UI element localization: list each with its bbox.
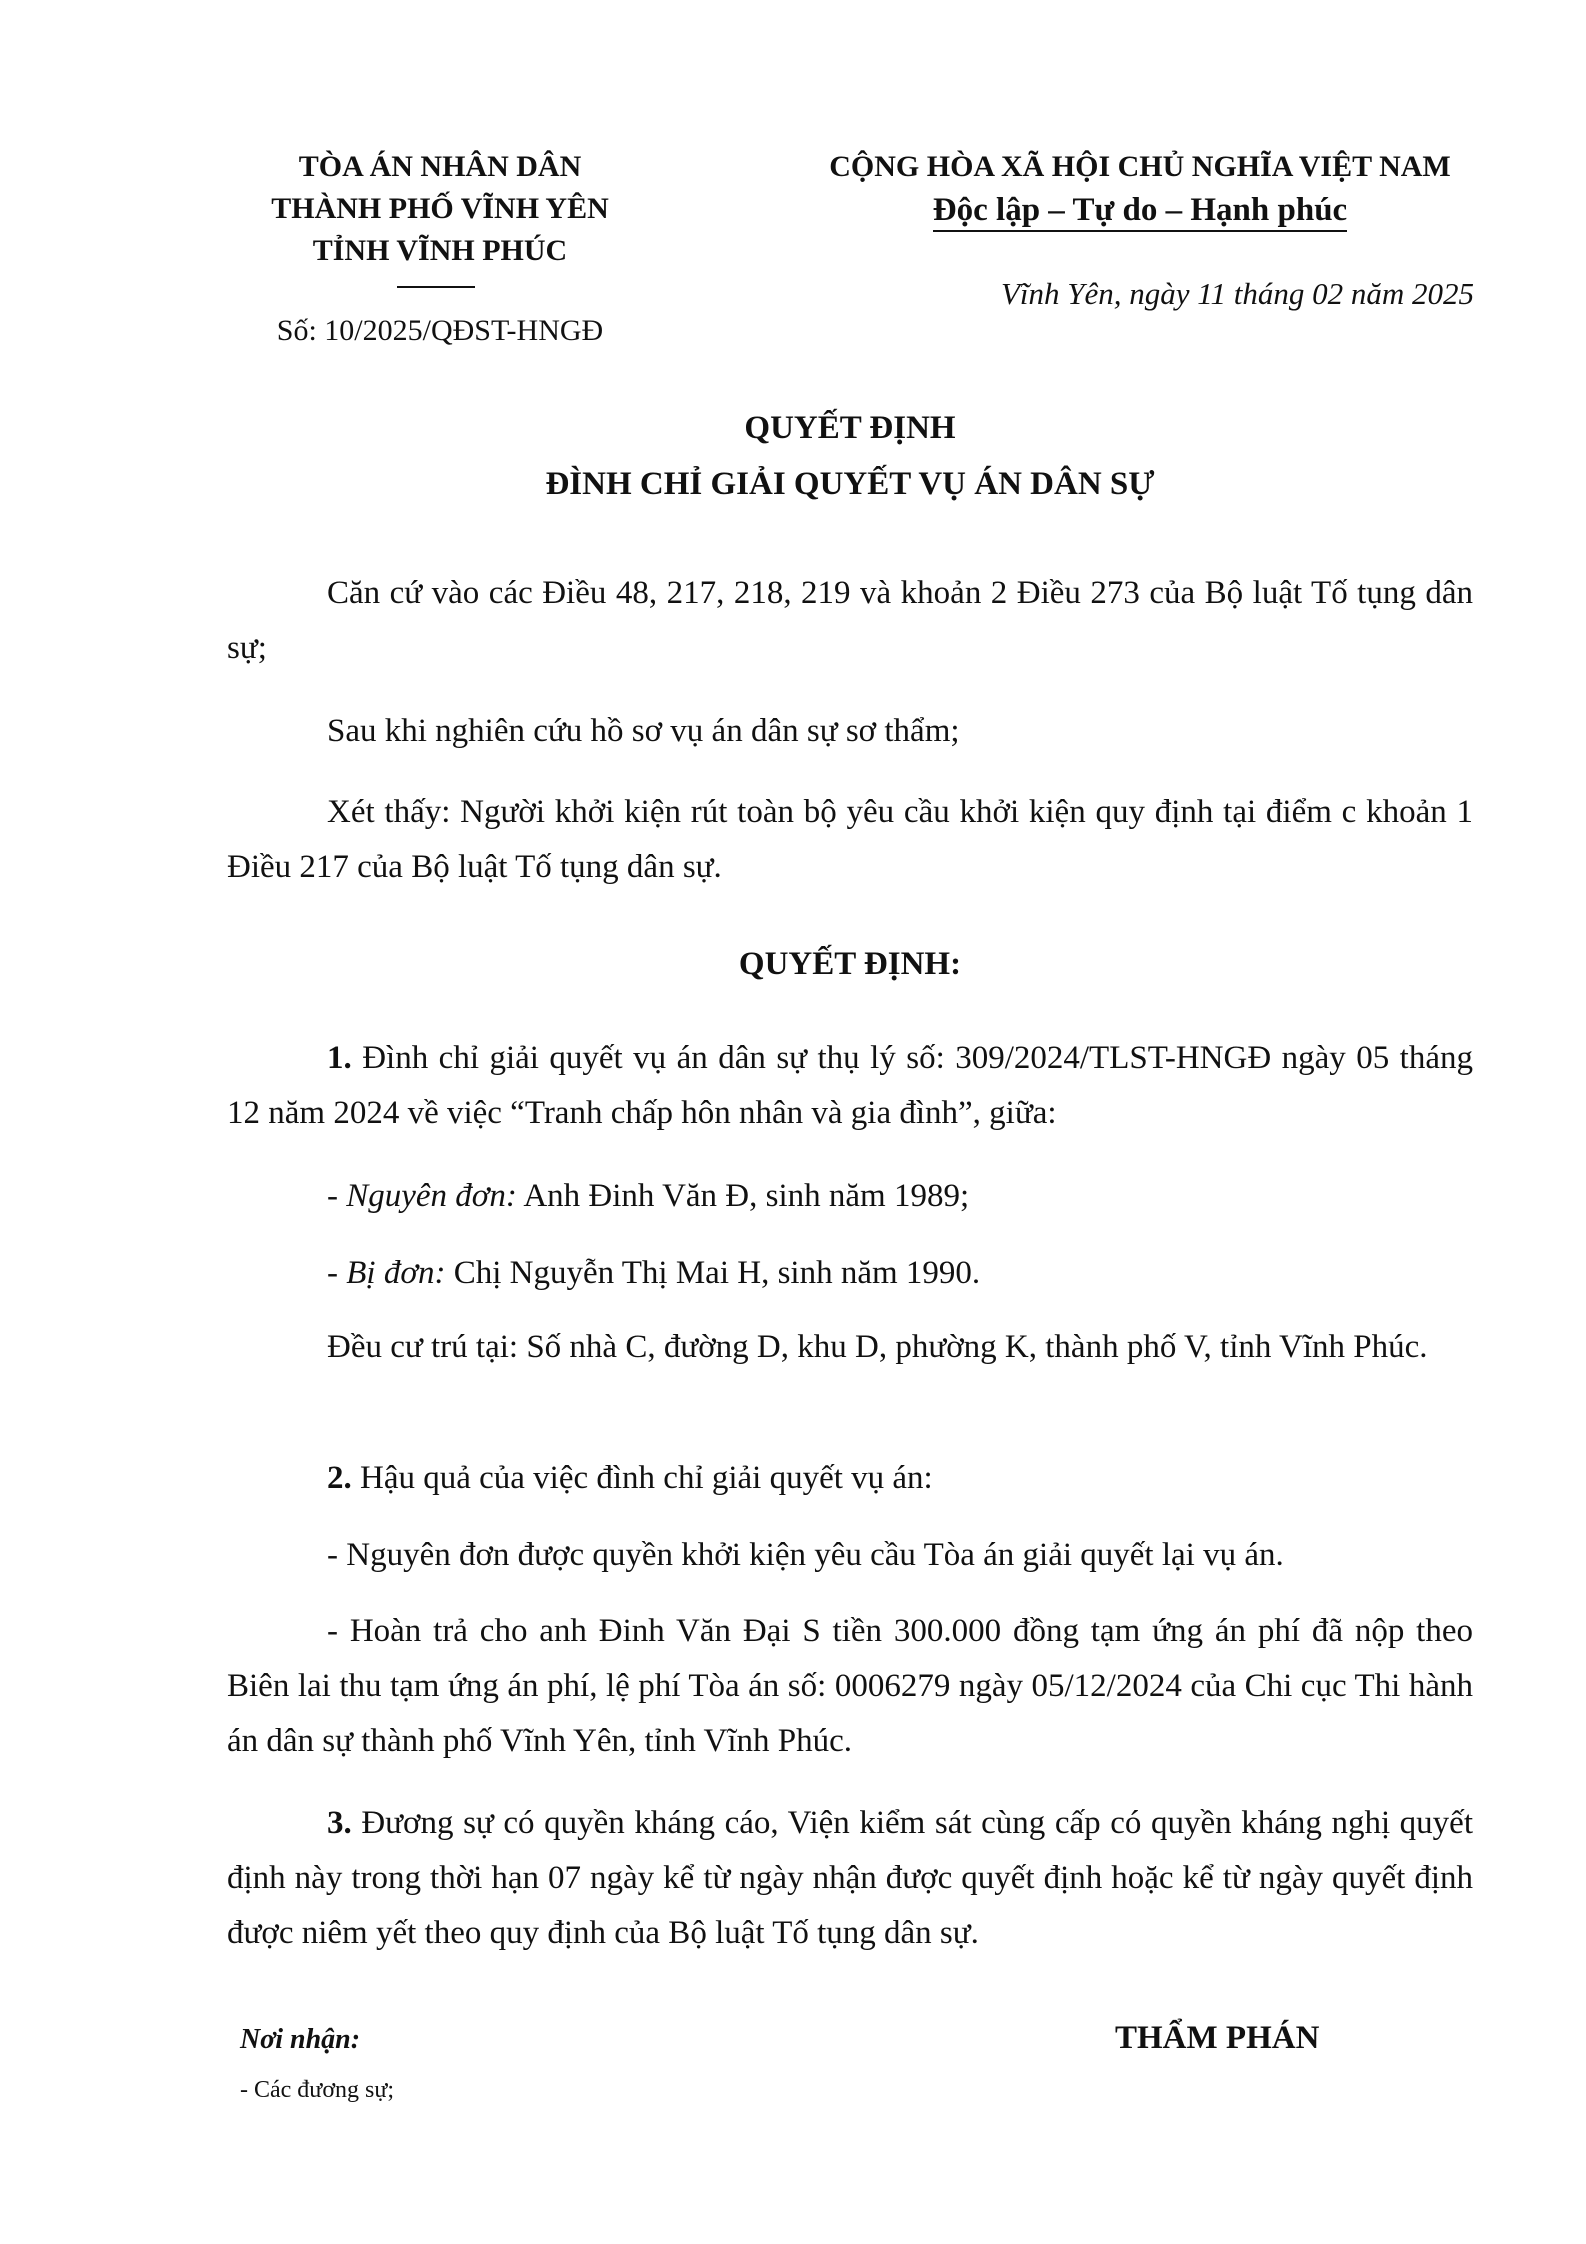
plaintiff-line: - Nguyên đơn: Anh Đinh Văn Đ, sinh năm 1989;: [327, 1178, 970, 1214]
decision-number: Số: 10/2025/QĐST-HNGĐ: [276, 314, 604, 347]
left-header-rule: [397, 286, 475, 288]
national-motto: [790, 192, 1490, 229]
item-1-number: 1.: [327, 1040, 352, 1076]
item-2: [327, 1460, 933, 1497]
document-title: QUYẾT ĐỊNH: [744, 410, 956, 446]
item-2-a: - Nguyên đơn được quyền khởi kiện yêu cầu Tòa án giải quyết lại vụ án.: [327, 1537, 1284, 1573]
defendant-text: Chị Nguyễn Thị Mai H, sinh năm 1990.: [453, 1255, 981, 1291]
item-2-number: 2.: [327, 1460, 352, 1496]
place-date: Vĩnh Yên, ngày 11 tháng 02 năm 2025: [1000, 276, 1474, 311]
court-name-line2: THÀNH PHỐ VĨNH YÊN: [271, 192, 609, 225]
item-3-number: 3.: [327, 1805, 352, 1841]
residence: Đều cư trú tại: Số nhà C, đường D, khu D, phường K, thành phố V, tỉnh Vĩnh Phúc.: [327, 1329, 1428, 1365]
court-name-line1: TÒA ÁN NHÂN DÂN: [298, 150, 582, 183]
defendant-line: - Bị đơn: Chị Nguyễn Thị Mai H, sinh năm 1990.: [327, 1255, 981, 1291]
signer-title: THẨM PHÁN: [1115, 2020, 1320, 2056]
court-name-line3: TỈNH VĨNH PHÚC: [312, 234, 568, 267]
item-1: [227, 1031, 1473, 1141]
preamble-finding: Xét thấy: Người khởi kiện rút toàn bộ yêu cầu khởi kiện quy định tại điểm c khoản 1 Điều 217 của Bộ luật Tố tụng dân sự.: [227, 794, 1473, 885]
preamble-legal-basis: Căn cứ vào các Điều 48, 217, 218, 219 và khoản 2 Điều 273 của Bộ luật Tố tụng dân sự;: [227, 575, 1473, 666]
document-subtitle: ĐÌNH CHỈ GIẢI QUYẾT VỤ ÁN DÂN SỰ: [545, 466, 1155, 502]
item-2-text: Hậu quả của việc đình chỉ giải quyết vụ án:: [360, 1460, 933, 1496]
national-motto-text: Độc lập – Tự do – Hạnh phúc: [933, 192, 1347, 232]
plaintiff-text: Anh Đinh Văn Đ, sinh năm 1989;: [523, 1178, 970, 1214]
preamble-review: Sau khi nghiên cứu hồ sơ vụ án dân sự sơ thẩm;: [327, 713, 960, 749]
defendant-label: Bị đơn:: [346, 1255, 446, 1291]
item-3: [227, 1796, 1473, 1961]
recipients-label: Nơi nhận:: [240, 2024, 361, 2055]
plaintiff-label: Nguyên đơn:: [346, 1178, 517, 1214]
recipient-1: - Các đương sự;: [240, 2077, 395, 2103]
item-3-text: Đương sự có quyền kháng cáo, Viện kiểm sát cùng cấp có quyền kháng nghị quyết định này trong thời hạn 07 ngày kể từ ngày nhận được quyết định hoặc kể từ ngày quyết định được niêm yết theo quy định của Bộ luật Tố tụng dân sự.: [227, 1805, 1474, 1951]
decision-heading: QUYẾT ĐỊNH:: [738, 946, 962, 982]
country-name: CỘNG HÒA XÃ HỘI CHỦ NGHĨA VIỆT NAM: [829, 150, 1451, 183]
item-1-text: Đình chỉ giải quyết vụ án dân sự thụ lý số: 309/2024/TLST-HNGĐ ngày 05 tháng 12 năm 2024 về việc “Tranh chấp hôn nhân và gia đình”, giữa:: [227, 1040, 1474, 1131]
item-2-b: - Hoàn trả cho anh Đinh Văn Đại S tiền 300.000 đồng tạm ứng án phí đã nộp theo Biên lai thu tạm ứng án phí, lệ phí Tòa án số: 0006279 ngày 05/12/2024 của Chi cục Thi hành án dân sự thành phố Vĩnh Yên, tỉnh Vĩnh Phúc.: [227, 1613, 1473, 1759]
